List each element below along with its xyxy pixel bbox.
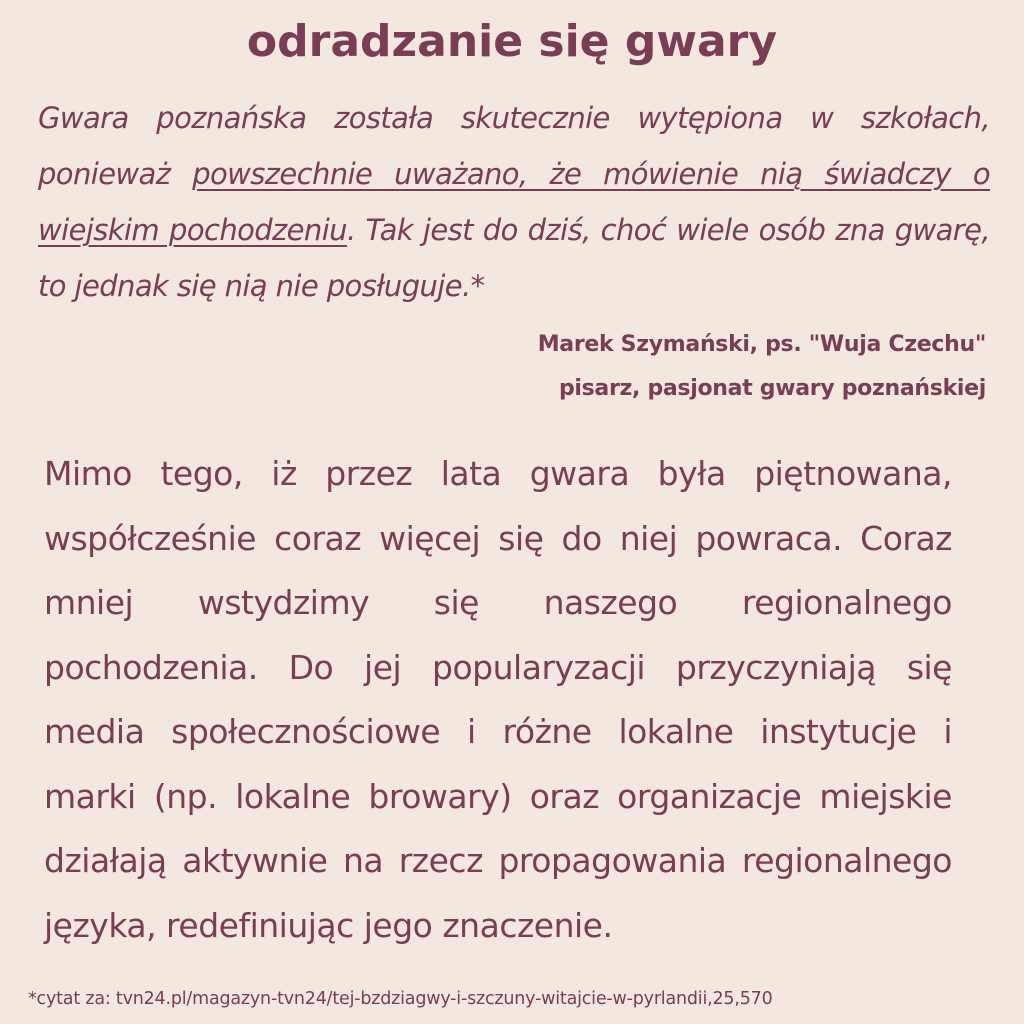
quote-underlined-text: powszechnie uważano, że mówienie nią świadczy o wiejskim pochodzeniu [38,157,990,247]
quote-text-end: . Tak jest do dziś, choć wiele osób zna gwarę, to jednak się nią nie posługuje.* [38,213,990,303]
source-footnote: *cytat za: tvn24.pl/magazyn-tvn24/tej-bzdziagwy-i-szczuny-witajcie-w-pyrlandii,25,570 [28,989,773,1009]
body-paragraph: Mimo tego, iż przez lata gwara była piętnowana, współcześnie coraz więcej się do niej powraca. Coraz mniej wstydzimy się naszego regionalnego pochodzenia. Do jej popularyzacji przyczyniają się media społecznościowe i różne lokalne instytucje i marki (np. lokalne browary) oraz organizacje miejskie działają aktywnie na rzecz propagowania regionalnego języka, redefiniując jego znaczenie. [44,454,952,945]
author-role: pisarz, pasjonat gwary poznańskiej [558,376,986,401]
quote-paragraph [38,90,990,314]
page-title: odradzanie się gwary [246,16,778,67]
quote-text-start: Gwara poznańska została skutecznie wytępiona w szkołach, ponieważ [38,101,990,191]
author-name: Marek Szymański, ps. "Wuja Czechu" [537,332,986,357]
quote-attribution [538,323,986,411]
